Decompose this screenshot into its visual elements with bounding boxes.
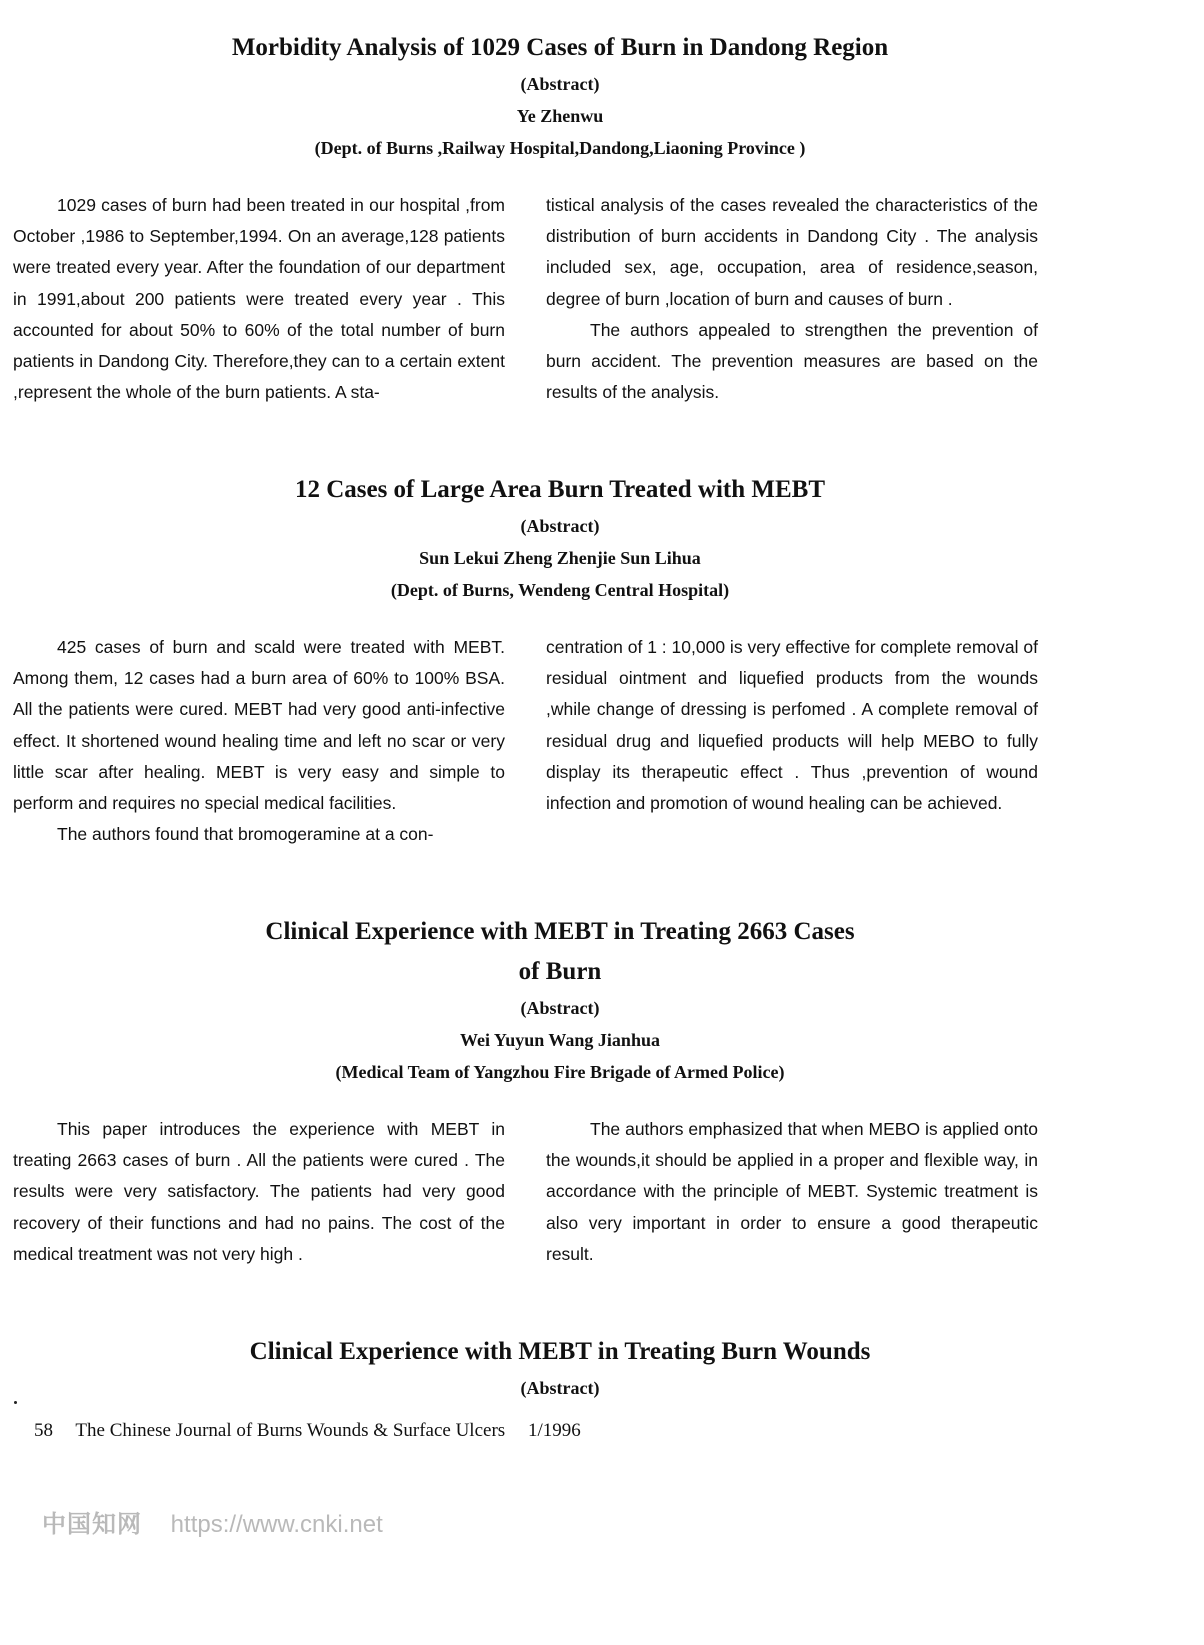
abstract-label: (Abstract)	[520, 74, 600, 94]
paragraph: 1029 cases of burn had been treated in our hospital ,from October ,1986 to September,1994. On an average,128 patients were treated every year. After the foundation of our department in 1991,about 200 patients were treated every year . This accounted for about 50% to 60% of the total number of burn patients in Dandong City. Therefore,they can to a certain extent ,represent the whole of the burn patients. A sta-	[13, 195, 505, 403]
paragraph: The authors found that bromogeramine at a con-	[57, 824, 434, 845]
article-1-right-column	[546, 190, 1038, 408]
article-affiliation: (Dept. of Burns, Wendeng Central Hospital)	[390, 580, 730, 600]
article-2-header	[0, 470, 1120, 606]
page-footer	[34, 1420, 599, 1442]
article-2-right-column	[546, 632, 1038, 819]
abstract-label: (Abstract)	[520, 516, 600, 536]
abstract-label: (Abstract)	[520, 998, 600, 1018]
paragraph: The authors emphasized that when MEBO is applied onto the wounds,it should be applied in a proper and flexible way, in accordance with the principle of MEBT. Systemic treatment is also very important in order to ensure a good therapeutic result.	[546, 1119, 1038, 1264]
article-3-header	[0, 912, 1120, 1088]
article-authors: Wei Yuyun Wang Jianhua	[460, 1030, 660, 1050]
article-affiliation: (Medical Team of Yangzhou Fire Brigade of Armed Police)	[335, 1062, 785, 1082]
issue-number: 1/1996	[527, 1420, 581, 1441]
article-3-right-column	[546, 1114, 1038, 1270]
journal-name: The Chinese Journal of Burns Wounds & Surface Ulcers	[75, 1420, 506, 1441]
paragraph: centration of 1 : 10,000 is very effective for complete removal of residual ointment and liquefied products from the wounds ,while change of dressing is perfomed . A complete removal of residual drug and liquefied products will help MEBO to fully display its therapeutic effect . Thus ,prevention of wound infection and promotion of wound healing can be achieved.	[546, 637, 1038, 814]
article-title: 12 Cases of Large Area Burn Treated with MEBT	[294, 476, 826, 503]
watermark-url: https://www.cnki.net	[170, 1511, 383, 1538]
article-3-left-column	[13, 1114, 505, 1270]
article-title-line-2: of Burn	[518, 958, 602, 985]
paragraph: tistical analysis of the cases revealed the characteristics of the distribution of burn accidents in Dandong City . The analysis included sex, age, occupation, area of residence,season, degree of burn ,location of burn and causes of burn .	[546, 195, 1038, 309]
article-4-header	[0, 1332, 1120, 1404]
abstract-label: (Abstract)	[520, 1378, 600, 1398]
article-1-left-column	[13, 190, 505, 408]
paragraph: This paper introduces the experience with MEBT in treating 2663 cases of burn . All the patients were cured . The results were very satisfactory. The patients had very good recovery of their functions and had no pains. The cost of the medical treatment was not very high .	[13, 1119, 505, 1264]
article-title: Morbidity Analysis of 1029 Cases of Burn in Dandong Region	[231, 34, 889, 61]
watermark-site-name: 中国知网	[42, 1511, 142, 1538]
article-affiliation: (Dept. of Burns ,Railway Hospital,Dandong,Liaoning Province )	[314, 138, 806, 158]
paragraph: 425 cases of burn and scald were treated with MEBT. Among them, 12 cases had a burn area of 60% to 100% BSA. All the patients were cured. MEBT had very good anti-infective effect. It shortened wound healing time and left no scar or very little scar after healing. MEBT is very easy and simple to perform and requires no special medical facilities.	[13, 637, 505, 814]
paragraph: The authors appealed to strengthen the prevention of burn accident. The prevention measures are based on the results of the analysis.	[546, 319, 1038, 403]
article-title-line-1: Clinical Experience with MEBT in Treating 2663 Cases	[265, 918, 855, 945]
margin-dot	[14, 1401, 17, 1404]
cnki-watermark	[42, 1504, 383, 1539]
article-title: Clinical Experience with MEBT in Treating Burn Wounds	[249, 1338, 871, 1365]
page-number: 58	[34, 1420, 53, 1441]
article-authors: Ye Zhenwu	[516, 106, 604, 126]
article-1-header	[0, 28, 1120, 164]
article-2-left-column	[13, 632, 505, 850]
article-authors: Sun Lekui Zheng Zhenjie Sun Lihua	[419, 548, 701, 568]
